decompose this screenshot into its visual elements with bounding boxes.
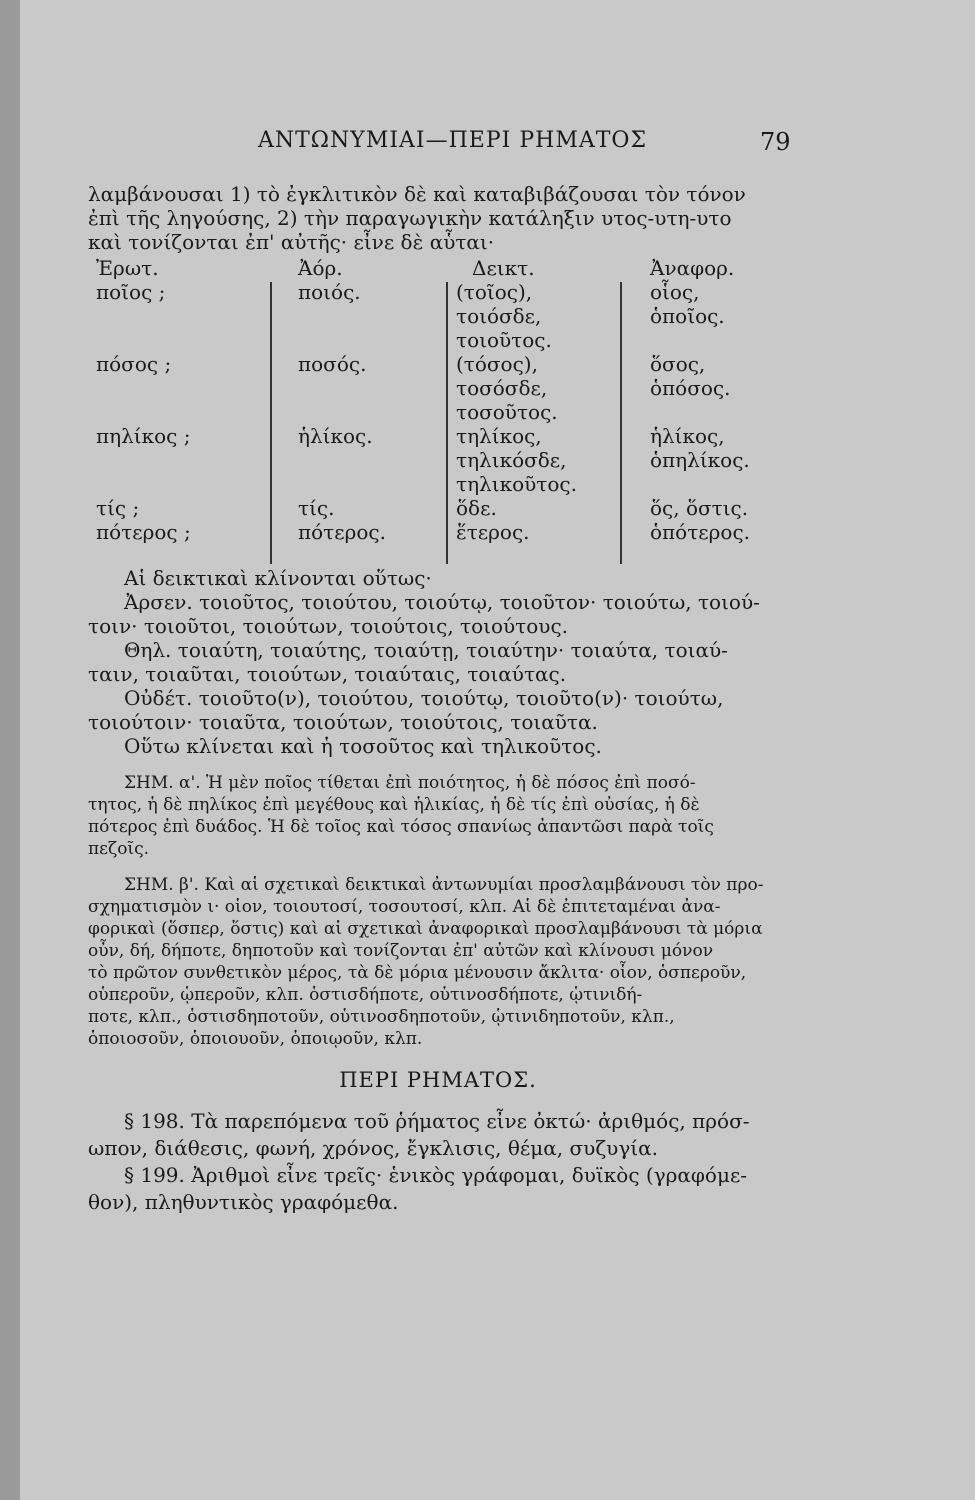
table-cell: ὅσος, [650, 352, 706, 376]
text-line: Οὕτω κλίνεται καὶ ἡ τοσοῦτος καὶ τηλικοῦτος. [124, 734, 602, 758]
table-cell: (τόσος), [456, 352, 538, 376]
table-cell [650, 400, 750, 424]
text-line: σχηματισμὸν ι· οἱον, τοιουτοσί, τοσουτοσί, κλπ. Αἱ δὲ ἐπιτεταμέναι ἀνα- [88, 897, 721, 917]
table-cell [298, 304, 386, 328]
table-column-relative [650, 256, 750, 544]
text-line: πότερος ἐπὶ δυάδος. Ἡ δὲ τοῖος καὶ τόσος σπανίως ἀπαντῶσι παρὰ τοῖς [88, 817, 714, 837]
text-line: ταιν, τοιαῦται, τοιούτων, τοιαύταις, τοιαύτας. [88, 662, 567, 686]
page-body [88, 182, 788, 1216]
text-line: τὸ πρῶτον συνθετικὸν μέρος, τὰ δὲ μόρια μένουσιν ἄκλιτα· οἷον, ὁσπεροῦν, [88, 963, 747, 983]
table-cell: τηλικόσδε, [456, 448, 567, 472]
text-line: τητος, ἡ δὲ πηλίκος ἐπὶ μεγέθους καὶ ἡλικίας, ἡ δὲ τίς ἐπὶ οὐσίας, ἡ δὲ [88, 795, 700, 815]
column-header: Ἀναφορ. [650, 256, 735, 280]
text-line: ὁποιοσοῦν, ὁποιουοῦν, ὁποιῳοῦν, κλπ. [88, 1029, 423, 1049]
declension-paragraph [88, 566, 788, 758]
table-cell [96, 472, 191, 496]
table-cell [650, 472, 750, 496]
text-line: § 198. Τὰ παρεπόμενα τοῦ ῥήματος εἶνε ὀκτώ· ἀριθμός, πρόσ- [124, 1109, 750, 1133]
column-header: Ἀόρ. [298, 256, 343, 280]
running-header [0, 128, 975, 162]
text-line: θον), πληθυντικὸς γραφόμεθα. [88, 1190, 399, 1214]
text-line: ωπον, διάθεσις, φωνή, χρόνος, ἔγκλισις, θέμα, συζυγία. [88, 1136, 658, 1160]
table-cell: τοιοῦτος. [456, 328, 552, 352]
text-line: ποτε, κλπ., ὁστισδηποτοῦν, οὑτινοσδηποτοῦν, ᾡτινιδηποτοῦν, κλπ., [88, 1007, 675, 1027]
page-edge [0, 0, 20, 1500]
table-cell [96, 304, 191, 328]
pronoun-table [88, 256, 788, 566]
text-line: ἐπὶ τῆς ληγούσης, 2) τὴν παραγωγικὴν κατάληξιν υτος-υτη-υτο [88, 206, 732, 230]
text-line: Αἱ δεικτικαὶ κλίνονται οὕτως· [124, 566, 432, 590]
table-cell [96, 448, 191, 472]
column-rule [446, 282, 448, 564]
text-line: οὑπεροῦν, ᾡπεροῦν, κλπ. ὁστισδήποτε, οὑτινοσδήποτε, ᾡτινιδή- [88, 985, 643, 1005]
table-cell: τοιόσδε, [456, 304, 542, 328]
table-cell: τοσοῦτος. [456, 400, 558, 424]
table-cell: ὅς, ὅστις. [650, 496, 749, 520]
text-line: φορικαὶ (ὅσπερ, ὅστις) καὶ αἱ σχετικαὶ ἀναφορικαὶ προσλαμβάνουσι τὰ μόρια [88, 919, 763, 939]
note-beta [88, 874, 788, 1050]
column-rule [620, 282, 622, 564]
section-heading: ΠΕΡΙ ΡΗΜΑΤΟΣ. [339, 1068, 537, 1092]
text-line: ΣΗΜ. α'. Ἡ μὲν ποῖος τίθεται ἐπὶ ποιότητος, ἡ δὲ πόσος ἐπὶ ποσό- [124, 773, 696, 793]
text-line: ΣΗΜ. β'. Καὶ αἱ σχετικαὶ δεικτικαὶ ἀντωνυμίαι προσλαμβάνουσι τὸν προ- [124, 875, 764, 895]
table-cell: πότερος ; [96, 520, 191, 544]
table-cell: ὅδε. [456, 496, 497, 520]
page-number: 79 [760, 128, 791, 156]
intro-paragraph [88, 182, 788, 254]
table-cell: ὁπόσος. [650, 376, 731, 400]
text-line: καὶ τονίζονται ἐπ' αὐτῆς· εἶνε δὲ αὗται· [88, 230, 495, 254]
text-line: οὖν, δή, δήποτε, δηποτοῦν καὶ τονίζονται ἐπ' αὐτῶν καὶ κλίνουσι μόνον [88, 941, 714, 961]
column-rule [270, 282, 272, 564]
text-line: Ἀρσεν. τοιοῦτος, τοιούτου, τοιούτῳ, τοιοῦτον· τοιούτω, τοιού- [124, 590, 760, 614]
text-line: τοιούτοιν· τοιαῦτα, τοιούτων, τοιούτοις, τοιαῦτα. [88, 710, 598, 734]
text-line: τοιν· τοιοῦτοι, τοιούτων, τοιούτοις, τοιούτους. [88, 614, 568, 638]
table-cell: πόσος ; [96, 352, 172, 376]
table-column-demonstrative [456, 256, 577, 544]
text-line: Οὐδέτ. τοιοῦτο(ν), τοιούτου, τοιούτῳ, τοιοῦτο(ν)· τοιούτω, [124, 686, 724, 710]
table-cell: οἷος, [650, 280, 700, 304]
text-line: πεζοῖς. [88, 839, 150, 859]
table-cell [650, 328, 750, 352]
running-title: ΑΝΤΩΝΥΜΙΑΙ—ΠΕΡΙ ΡΗΜΑΤΟΣ [258, 128, 648, 153]
table-cell [298, 400, 386, 424]
section-paragraph [88, 1108, 788, 1216]
table-cell [96, 376, 191, 400]
table-cell: ποιός. [298, 280, 361, 304]
table-cell: ὁπηλίκος. [650, 448, 750, 472]
column-header: Ἐρωτ. [96, 256, 159, 280]
note-alpha [88, 772, 788, 860]
table-cell [298, 448, 386, 472]
table-cell [298, 328, 386, 352]
table-cell: ὁποῖος. [650, 304, 725, 328]
table-cell: τίς ; [96, 496, 140, 520]
table-column-indefinite [298, 256, 386, 544]
table-cell: ἡλίκος, [650, 424, 725, 448]
table-cell: πότερος. [298, 520, 386, 544]
table-cell: τοσόσδε, [456, 376, 548, 400]
table-cell: πηλίκος ; [96, 424, 191, 448]
table-cell [96, 400, 191, 424]
table-cell [96, 328, 191, 352]
text-line: λαμβάνουσαι 1) τὸ ἐγκλιτικὸν δὲ καὶ καταβιβάζουσαι τὸν τόνον [88, 182, 746, 206]
table-cell: ὁπότερος. [650, 520, 751, 544]
table-cell: ποῖος ; [96, 280, 166, 304]
column-header: Δεικτ. [472, 256, 535, 280]
table-cell: (τοῖος), [456, 280, 533, 304]
table-cell [298, 376, 386, 400]
table-cell [298, 472, 386, 496]
text-line: § 199. Ἀριθμοὶ εἶνε τρεῖς· ἑνικὸς γράφομαι, δυϊκὸς (γραφόμε- [124, 1163, 748, 1187]
table-cell: τηλίκος, [456, 424, 542, 448]
text-line: Θηλ. τοιαύτη, τοιαύτης, τοιαύτῃ, τοιαύτην· τοιαύτα, τοιαύ- [124, 638, 728, 662]
table-cell: ἡλίκος. [298, 424, 373, 448]
table-column-interrogative [96, 256, 191, 544]
table-cell: τίς. [298, 496, 335, 520]
table-cell: τηλικοῦτος. [456, 472, 577, 496]
table-cell: ποσός. [298, 352, 367, 376]
table-cell: ἕτερος. [456, 520, 530, 544]
